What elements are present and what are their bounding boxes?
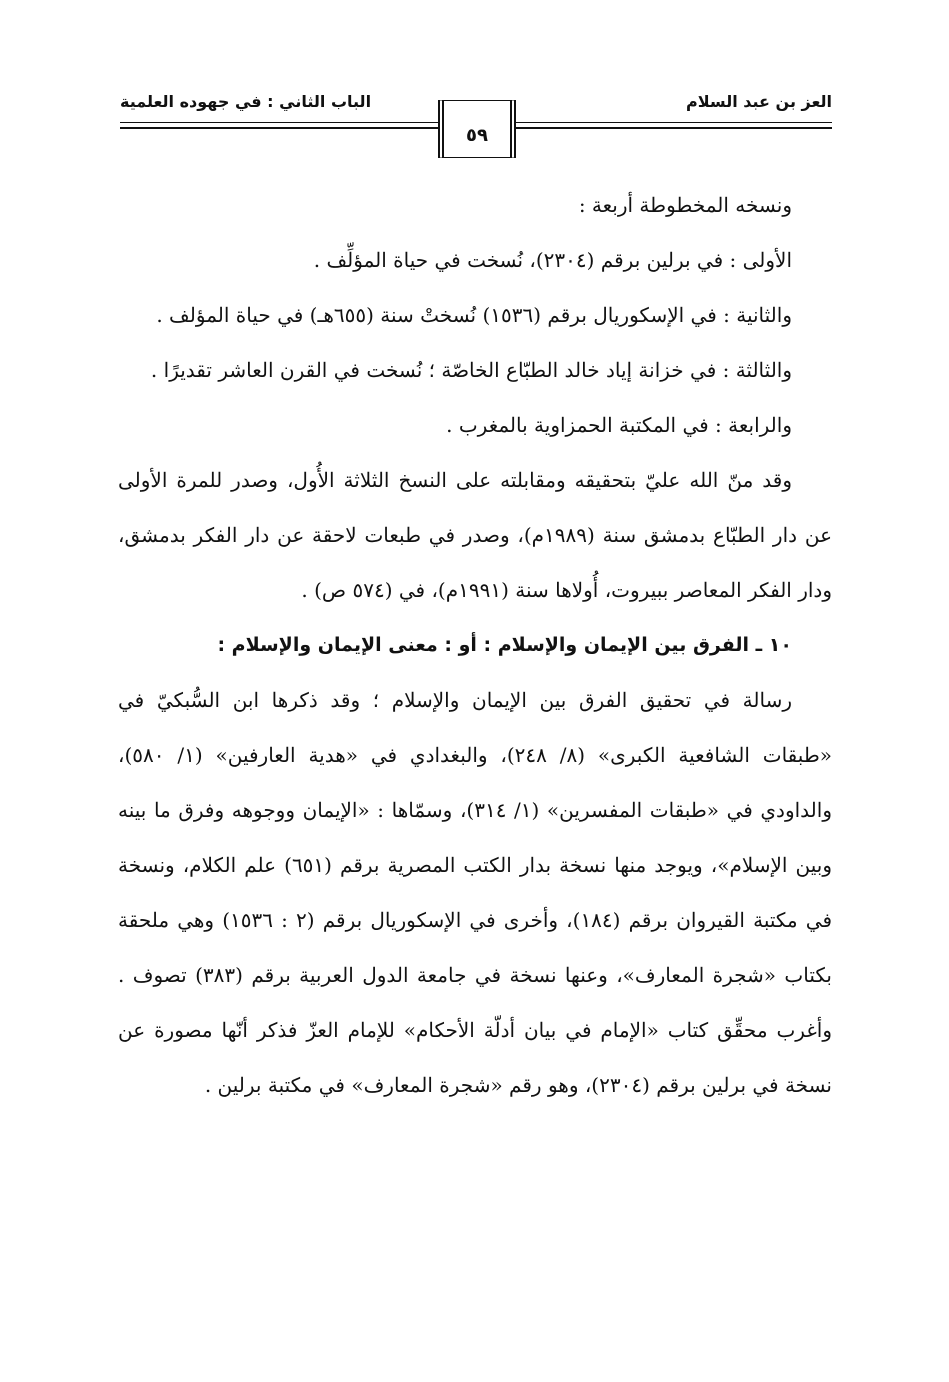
page-number: ٥٩	[466, 125, 488, 146]
paragraph-third-copy: والثالثة : في خزانة إياد خالد الطبّاع الخاصّة ؛ نُسخت في القرن العاشر تقديرًا .	[150, 358, 792, 382]
paragraph-first-copy: الأولى : في برلين برقم (٢٣٠٤)، نُسخت في حياة المؤلِّف .	[313, 248, 792, 272]
paragraph-manuscripts-intro: ونسخه المخطوطة أربعة :	[578, 193, 792, 217]
book-title: العز بن عبد السلام	[686, 92, 832, 111]
running-header	[120, 92, 832, 160]
page-number-frame	[438, 100, 516, 158]
paragraph-edition-history: وقد منّ الله عليّ بتحقيقه ومقابلته على النسخ الثلاثة الأُول، وصدر للمرة الأولى عن دار الطبّاع بدمشق سنة (١٩٨٩م)، وصدر في طبعات لاحقة عن دار الفكر بدمشق، ودار الفكر المعاصر ببيروت، أُولاها سنة (١٩٩١م)، في (٥٧٤ ص) .	[118, 468, 832, 602]
chapter-title: الباب الثاني : في جهوده العلمية	[120, 92, 372, 111]
section-heading: ١٠ ـ الفرق بين الإيمان والإسلام : أو : معنى الإيمان والإسلام :	[217, 634, 792, 656]
page-body	[118, 178, 832, 1113]
paragraph-second-copy: والثانية : في الإسكوريال برقم (١٥٣٦) نُسختْ سنة (٦٥٥هـ) في حياة المؤلف .	[156, 303, 792, 327]
paragraph-fourth-copy: والرابعة : في المكتبة الحمزاوية بالمغرب .	[446, 413, 792, 437]
paragraph-treatise-description: رسالة في تحقيق الفرق بين الإيمان والإسلام ؛ وقد ذكرها ابن السُّبكيّ في «طبقات الشافعية الكبرى» (٨/ ٢٤٨)، والبغدادي في «هدية العارفين» (١/ ٥٨٠)، والداودي في «طبقات المفسرين» (١/ ٣١٤)، وسمّاها : «الإيمان ووجوهه وفرق ما بينه وبين الإسلام»، ويوجد منها نسخة بدار الكتب المصرية برقم (٦٥١) علم الكلام، ونسخة في مكتبة القيروان برقم (١٨٤)، وأخرى في الإسكوريال برقم (٢ : ١٥٣٦) وهي ملحقة بكتاب «شجرة المعارف»، وعنها نسخة في جامعة الدول العربية برقم (٣٨٣) تصوف . وأغرب محقِّق كتاب «الإمام في بيان أدلّة الأحكام» للإمام العزّ فذكر أنّها مصورة عن نسخة في برلين برقم (٢٣٠٤)، وهو رقم «شجرة المعارف» في مكتبة برلين .	[118, 688, 833, 1097]
